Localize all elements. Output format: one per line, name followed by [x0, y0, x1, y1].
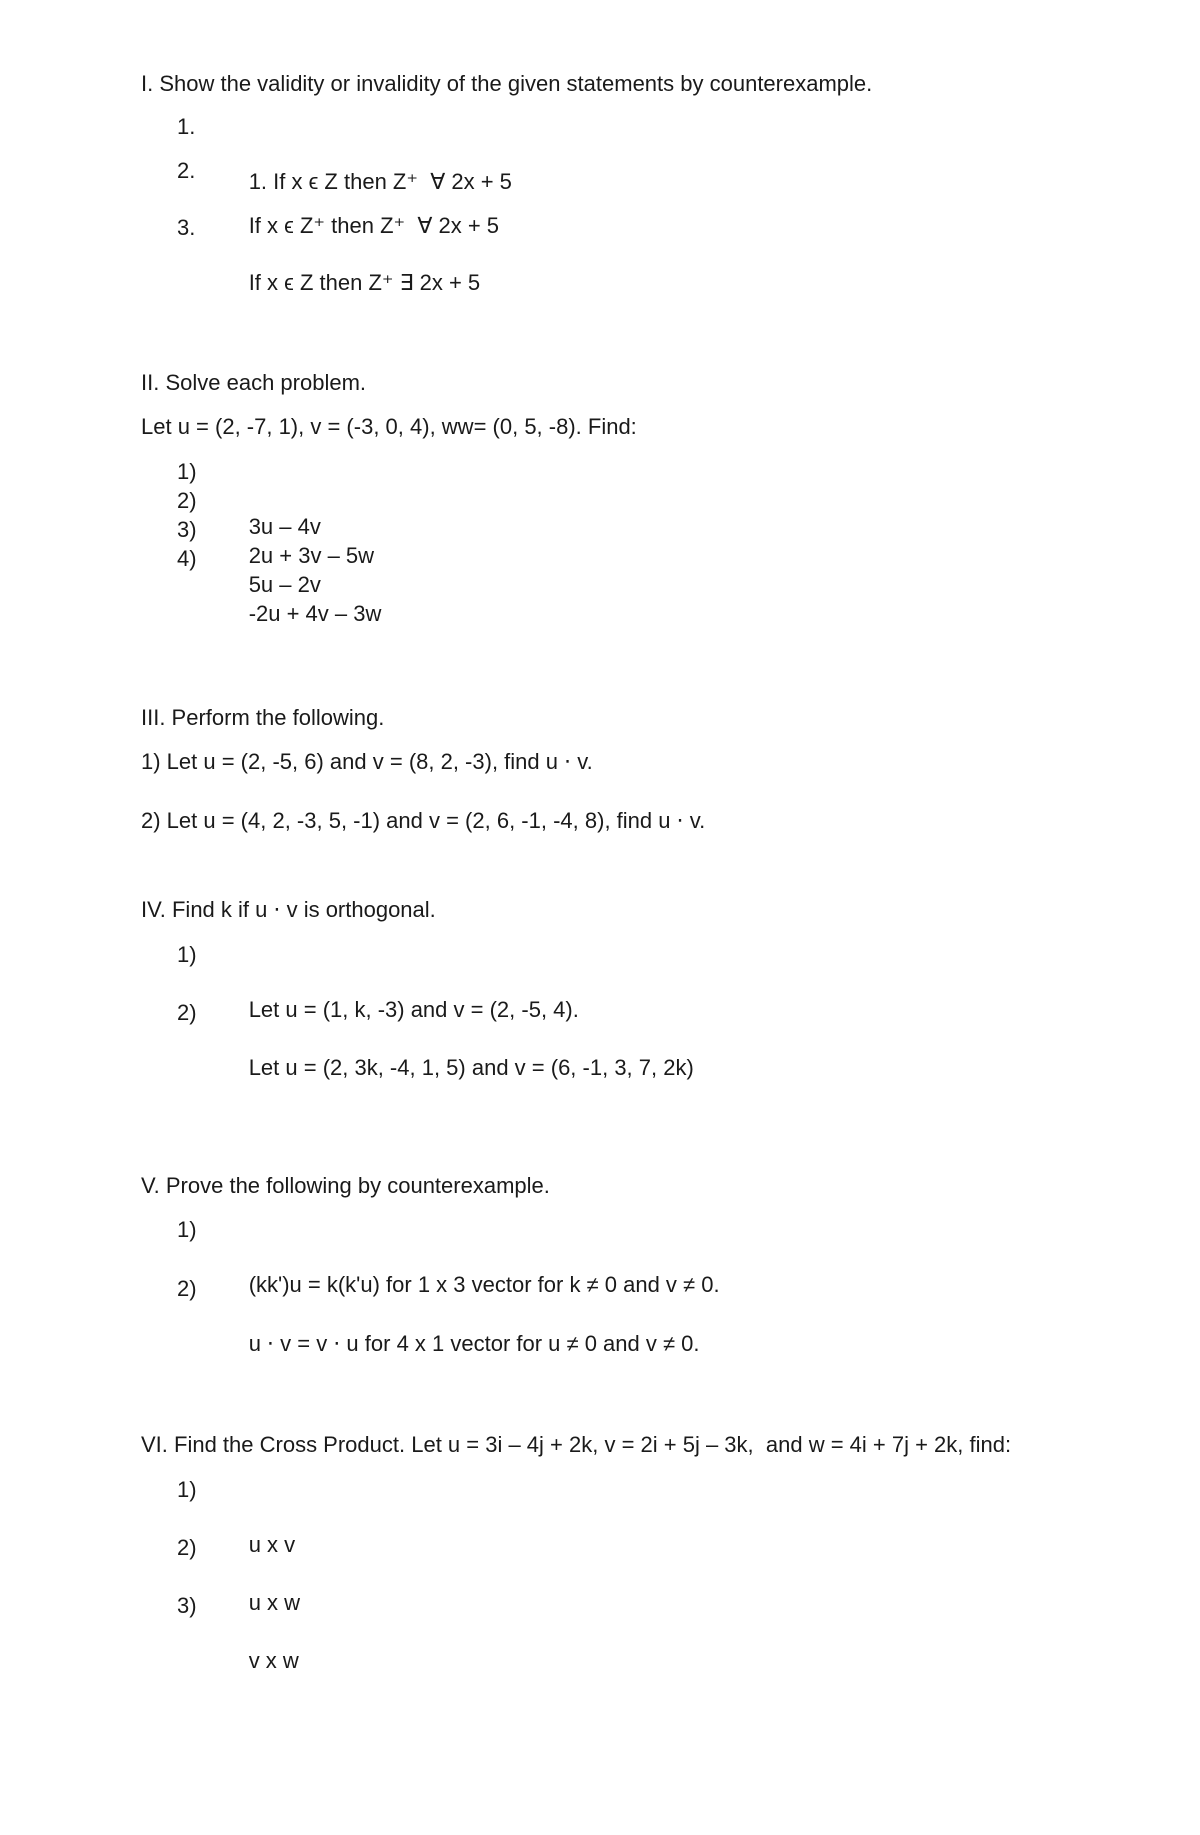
list-item-text: 5u – 2v: [248, 571, 321, 597]
list-item-number: 2.: [177, 157, 196, 183]
list-item: [141, 1216, 1041, 1297]
list-item: [141, 157, 1041, 238]
section-6-heading: VI. Find the Cross Product. Let u = 3i – 4j + 2k, v = 2i + 5j – 3k, and w = 4i + 7j + 2k, find:: [141, 1432, 1012, 1457]
section-1-heading: I. Show the validity or invalidity of the given statements by counterexample.: [141, 71, 873, 96]
list-item-number: 2): [177, 487, 197, 513]
section-2-heading: II. Solve each problem.: [141, 369, 367, 395]
list-item: [141, 458, 1041, 539]
list-item-text: v x w: [248, 1647, 299, 1673]
section-5-heading: V. Prove the following by counterexample.: [141, 1172, 550, 1198]
list-item-text: u x v: [248, 1531, 296, 1557]
list-item: [141, 113, 1041, 194]
section-4-list: [141, 941, 1041, 1109]
document-page: [141, 70, 1041, 1702]
list-item-text: 1. If x ϵ Z then Z⁺ ∀ 2x + 5: [248, 168, 512, 194]
section-2-intro: Let u = (2, -7, 1), v = (-3, 0, 4), ww= (0, 5, -8). Find:: [141, 414, 637, 439]
list-item-number: 3): [177, 1592, 197, 1618]
list-item-text: -2u + 4v – 3w: [248, 600, 382, 626]
list-item-number: 1): [177, 1476, 197, 1502]
section-1-list: [141, 113, 1041, 324]
list-item-number: 1): [177, 458, 197, 484]
list-item-text: u ⋅ v = v ⋅ u for 4 x 1 vector for u ≠ 0 and v ≠ 0.: [248, 1331, 700, 1356]
list-item: [141, 1476, 1041, 1557]
list-item-text: 2u + 3v – 5w: [248, 542, 375, 568]
list-item: [141, 1531, 1041, 1615]
list-item-number: 2): [177, 1534, 197, 1560]
list-item-text: 3u – 4v: [248, 513, 321, 539]
section-3-line-2: 2) Let u = (4, 2, -3, 5, -1) and v = (2, 6, -1, -4, 8), find u ⋅ v.: [141, 807, 706, 833]
section-6-list: [141, 1476, 1041, 1702]
list-item-number: 4): [177, 545, 197, 571]
list-item-text: If x ϵ Z⁺ then Z⁺ ∀ 2x + 5: [248, 212, 500, 238]
list-item-text: Let u = (2, 3k, -4, 1, 5) and v = (6, -1, 3, 7, 2k): [248, 1054, 694, 1080]
list-item-number: 3.: [177, 214, 196, 240]
list-item-text: If x ϵ Z then Z⁺ ∃ 2x + 5: [248, 269, 481, 295]
section-3-heading: III. Perform the following.: [141, 704, 385, 730]
section-4-heading: IV. Find k if u ⋅ v is orthogonal.: [141, 897, 436, 922]
section-5-list: [141, 1216, 1041, 1385]
list-item-text: u x w: [248, 1589, 301, 1615]
section-3-line-1: 1) Let u = (2, -5, 6) and v = (8, 2, -3), find u ⋅ v.: [141, 749, 593, 774]
list-item-number: 1): [177, 1217, 197, 1242]
list-item-number: 2): [177, 1276, 197, 1301]
list-item-number: 1): [177, 941, 197, 967]
list-item: [141, 996, 1041, 1109]
list-item-number: 3): [177, 516, 197, 542]
list-item-number: 1.: [177, 113, 196, 139]
list-item: [141, 542, 1041, 655]
list-item: [141, 1275, 1041, 1385]
list-item: [141, 941, 1041, 1022]
list-item: [141, 214, 1041, 324]
list-item-text: Let u = (1, k, -3) and v = (2, -5, 4).: [248, 996, 579, 1022]
list-item: [141, 1589, 1041, 1702]
list-item-text: (kk')u = k(k'u) for 1 x 3 vector for k ≠ 0 and v ≠ 0.: [248, 1272, 720, 1297]
list-item-number: 2): [177, 999, 197, 1025]
section-2-list: [141, 458, 1041, 655]
